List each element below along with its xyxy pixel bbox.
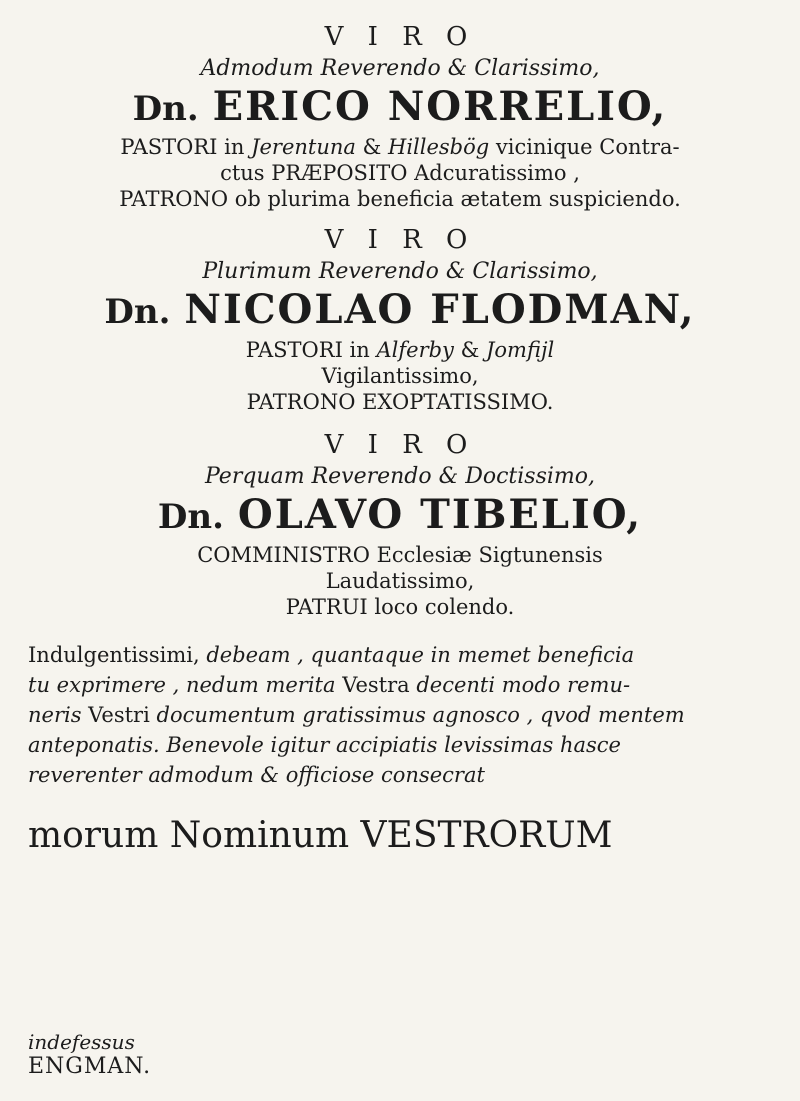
dedication-3-line-3: PATRUI loco colendo. <box>285 595 515 619</box>
dedication-1-line-1-mid: & <box>362 135 382 159</box>
closing-big-line: morum Nominum VESTRORUM <box>28 815 613 856</box>
dedication-1-line-1-post: vicinique Contra- <box>495 135 680 159</box>
closing-line-1-b: debeam , quantaque in memet beneficia <box>206 643 635 667</box>
closing-line-2-b: Vestra <box>342 673 410 697</box>
closing-line-3-c: documentum gratissimus agnosco , qvod mentem <box>156 703 685 727</box>
dedication-3-line-2: Laudatissimo, <box>325 569 475 593</box>
dedication-2-line-1 <box>30 337 770 363</box>
dedication-3-epithet: Perquam Reverendo & Doctissimo, <box>204 464 595 489</box>
dedication-3-name: OLAVO TIBELIO, <box>237 491 643 538</box>
closing-line-5: reverenter admodum & officiose consecrat <box>28 763 485 787</box>
closing-line-1-a: Indulgentissimi, <box>28 643 200 667</box>
dedication-2-place-2: Jomfijl <box>486 338 555 362</box>
dedication-1-line-1 <box>30 134 770 160</box>
closing-line-3 <box>28 700 773 730</box>
dedication-1-name-line <box>30 84 770 132</box>
closing-paragraph <box>28 640 773 790</box>
closing-line-1 <box>28 640 773 670</box>
dedication-1-line-1-pre: PASTORI in <box>120 135 245 159</box>
dedication-2-dn: Dn. <box>104 292 171 332</box>
dedication-2-place-1: Alferby <box>376 338 454 362</box>
signature-name: ENGMAN. <box>28 1054 152 1079</box>
dedication-2-name: NICOLAO FLODMAN, <box>184 286 696 333</box>
signature-epithet: indefessus <box>28 1030 135 1054</box>
dedication-2-viro: V I R O <box>324 225 476 255</box>
dedication-1-epithet: Admodum Reverendo & Clarissimo, <box>200 56 600 81</box>
closing-line-2-a: tu exprimere , nedum merita <box>28 673 336 697</box>
dedication-2 <box>30 225 770 415</box>
closing-line-3-a: neris <box>28 703 82 727</box>
dedication-1 <box>30 22 770 212</box>
dedication-2-line-3: PATRONO EXOPTATISSIMO. <box>246 390 554 414</box>
dedication-1-line-2: ctus PRÆPOSITO Adcuratissimo , <box>220 161 580 185</box>
dedication-2-line-2: Vigilantissimo, <box>321 364 479 388</box>
dedication-3-name-line <box>30 492 770 540</box>
dedication-1-line-3: PATRONO ob plurima beneficia ætatem suspiciendo. <box>119 187 681 211</box>
dedication-1-viro: V I R O <box>324 22 476 52</box>
closing-line-2 <box>28 670 773 700</box>
dedication-3 <box>30 430 770 620</box>
dedication-2-line-1-mid: & <box>460 338 480 362</box>
dedication-1-place-1: Jerentuna <box>251 135 356 159</box>
dedication-2-epithet: Plurimum Reverendo & Clarissimo, <box>202 259 598 284</box>
dedication-3-dn: Dn. <box>157 497 224 537</box>
dedication-1-place-2: Hillesbög <box>388 135 490 159</box>
dedication-3-line-1: COMMINISTRO Ecclesiæ Sigtunensis <box>197 543 603 567</box>
dedication-2-line-1-pre: PASTORI in <box>245 338 370 362</box>
closing-line-3-b: Vestri <box>88 703 150 727</box>
dedication-1-dn: Dn. <box>132 89 199 129</box>
dedication-1-name: ERICO NORRELIO, <box>212 83 668 130</box>
dedication-3-viro: V I R O <box>324 430 476 460</box>
dedication-2-name-line <box>30 287 770 335</box>
closing-line-2-c: decenti modo remu- <box>416 673 631 697</box>
closing-line-4: anteponatis. Benevole igitur accipiatis levissimas hasce <box>28 733 621 757</box>
